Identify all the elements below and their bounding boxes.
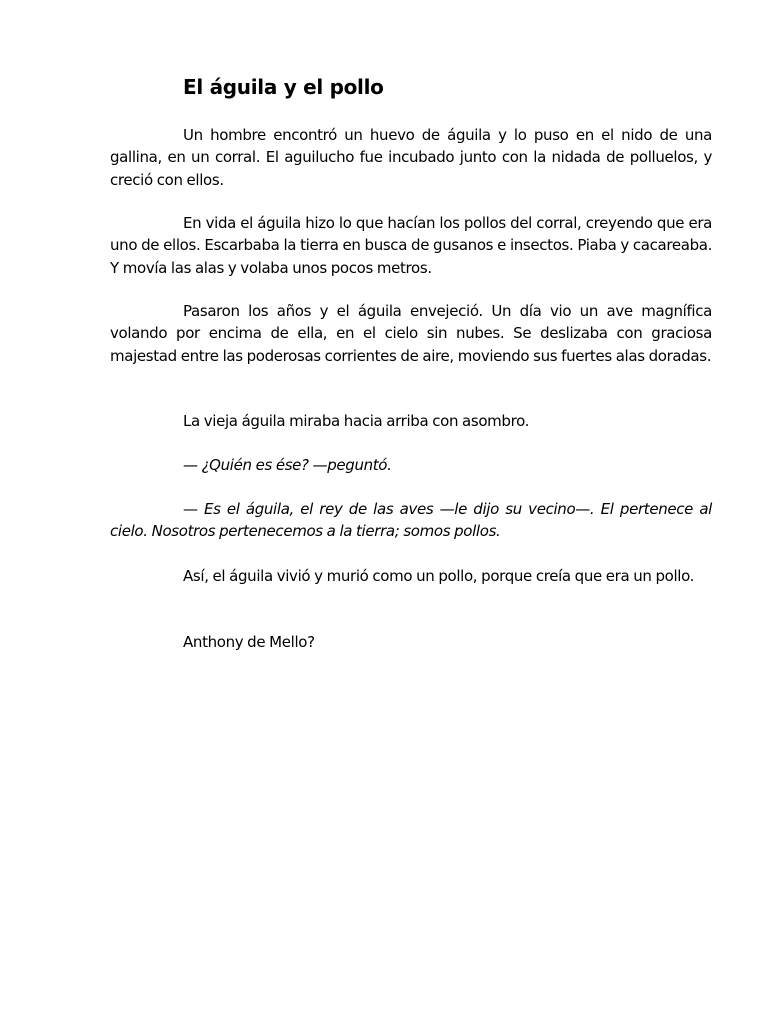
dialogue-dash: — [183, 500, 204, 518]
dialogue-question: — ¿Quién es ése? —peguntó. [183, 456, 392, 474]
paragraph-egg-found: Un hombre encontró un huevo de águila y lo puso en el nido de una gallina, en un corral. El aguilucho fue incubado junto con la nidada de polluelos, y creció con ellos. [110, 126, 712, 189]
dialogue-reply-text: Es el águila, el rey de las aves —le dijo su vecino—. El pertenece al cielo. Nosotros pertenecemos a la tierra; somos pollos. [110, 500, 712, 541]
paragraph-looked-up: La vieja águila miraba hacia arriba con asombro. [183, 412, 530, 430]
author-line: Anthony de Mello? [183, 633, 315, 651]
paragraph-life-as-chicken: En vida el águila hizo lo que hacían los pollos del corral, creyendo que era uno de ellos. Escarbaba la tierra en busca de gusanos e insectos. Piaba y cacareaba. Y movía las alas y volaba unos pocos metros. [110, 214, 712, 277]
paragraph-conclusion: Así, el águila vivió y murió como un pollo, porque creía que era un pollo. [183, 567, 695, 585]
document-title: El águila y el pollo [183, 75, 384, 99]
paragraph-magnificent-bird: Pasaron los años y el águila envejeció. Un día vio un ave magnífica volando por encima de ella, en el cielo sin nubes. Se deslizaba con graciosa majestad entre las poderosas corrientes de aire, moviendo sus fuertes alas doradas. [110, 302, 712, 365]
dialogue-reply [110, 498, 712, 543]
